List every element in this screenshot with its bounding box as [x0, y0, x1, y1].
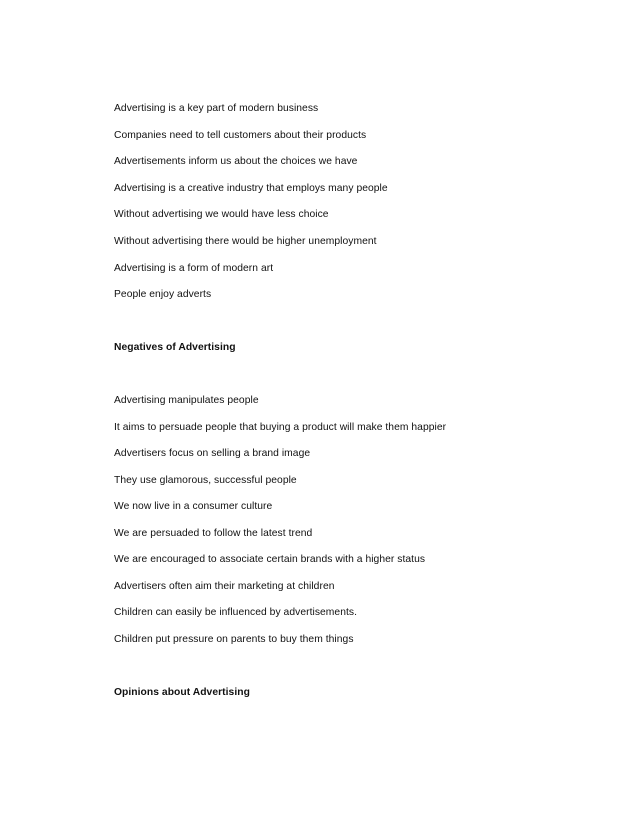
negatives-line: We are persuaded to follow the latest trend [114, 528, 313, 539]
intro-line: Without advertising we would have less choice [114, 209, 329, 220]
intro-line: Advertising is a key part of modern business [114, 103, 319, 114]
negatives-line: Children can easily be influenced by advertisements. [114, 607, 357, 618]
intro-line: People enjoy adverts [114, 289, 212, 300]
negatives-line: We are encouraged to associate certain brands with a higher status [114, 554, 426, 565]
intro-line: Advertisements inform us about the choices we have [114, 156, 358, 167]
intro-line: Advertising is a form of modern art [114, 263, 274, 274]
negatives-line: Children put pressure on parents to buy them things [114, 634, 354, 645]
negatives-line: Advertising manipulates people [114, 395, 259, 406]
negatives-line: Advertisers focus on selling a brand image [114, 448, 311, 459]
section-heading-opinions: Opinions about Advertising [114, 687, 250, 698]
section-heading-negatives: Negatives of Advertising [114, 342, 236, 353]
intro-line: Without advertising there would be higher unemployment [114, 236, 377, 247]
intro-line: Advertising is a creative industry that employs many people [114, 183, 388, 194]
negatives-line: We now live in a consumer culture [114, 501, 273, 512]
negatives-line: Advertisers often aim their marketing at children [114, 581, 335, 592]
intro-line: Companies need to tell customers about their products [114, 130, 367, 141]
negatives-line: It aims to persuade people that buying a product will make them happier [114, 422, 447, 433]
negatives-line: They use glamorous, successful people [114, 475, 297, 486]
